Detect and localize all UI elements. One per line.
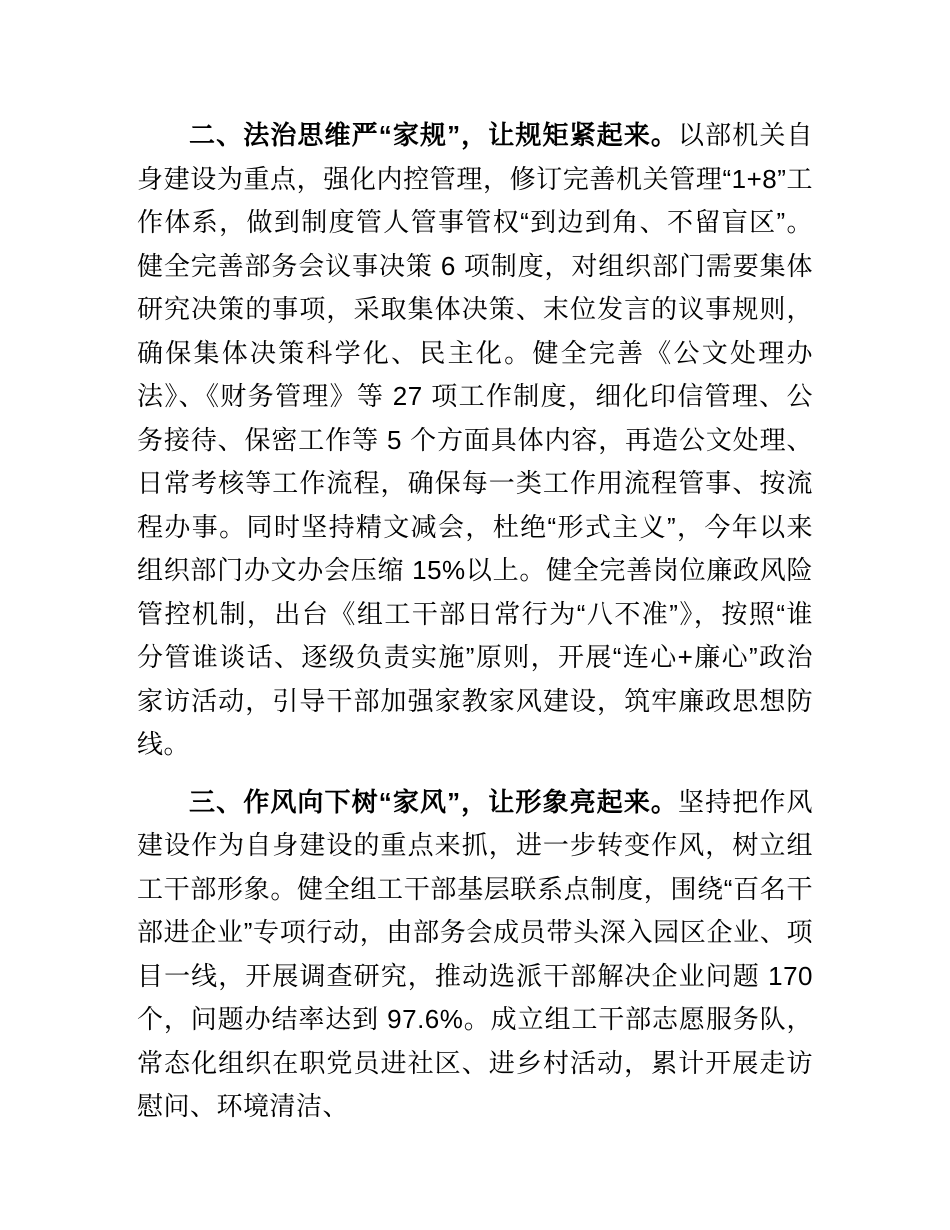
paragraph-rule-of-law-body: 以部机关自身建设为重点，强化内控管理，修订完善机关管理“1+8”工作体系，做到制度管人管事管权“到边到角、不留盲区”。健全完善部务会议事决策 6 项制度，对组织部门需要集体研究决策的事项，采取集体决策、末位发言的议事规则，确保集体决策科学化、民主化。健全完善《公文处理办法》、《财务管理》等 27 项工作制度，细化印信管理、公务接待、保密工作等 5 个方面具体内容，再造公文处理、日常考核等工作流程，确保每一类工作用流程管事、按流程办事。同时坚持精文减会，杜绝“形式主义”，今年以来组织部门办文办会压缩 15%以上。健全完善岗位廉政风险管控机制，出台《组工干部日常行为“八不准”》，按照“谁分管谁谈话、逐级负责实施”原则，开展“连心+廉心”政治家访活动，引导干部加强家教家风建设，筑牢廉政思想防线。 — [137, 120, 813, 759]
paragraph-work-style-body: 坚持把作风建设作为自身建设的重点来抓，进一步转变作风，树立组工干部形象。健全组工干部基层联系点制度，围绕“百名干部进企业”专项行动，由部务会成员带头深入园区企业、项目一线，开展调查研究，推动选派干部解决企业问题 170 个，问题办结率达到 97.6%。成立组工干部志愿服务队，常态化组织在职党员进社区、进乡村活动，累计开展走访慰问、环境清洁、 — [137, 786, 813, 1121]
paragraph-work-style-lead: 三、作风向下树“家风”，让形象亮起来。 — [189, 786, 679, 817]
paragraph-work-style — [137, 781, 813, 1129]
paragraph-rule-of-law-lead: 二、法治思维严“家规”，让规矩紧起来。 — [189, 120, 679, 150]
paragraph-rule-of-law — [137, 114, 813, 767]
